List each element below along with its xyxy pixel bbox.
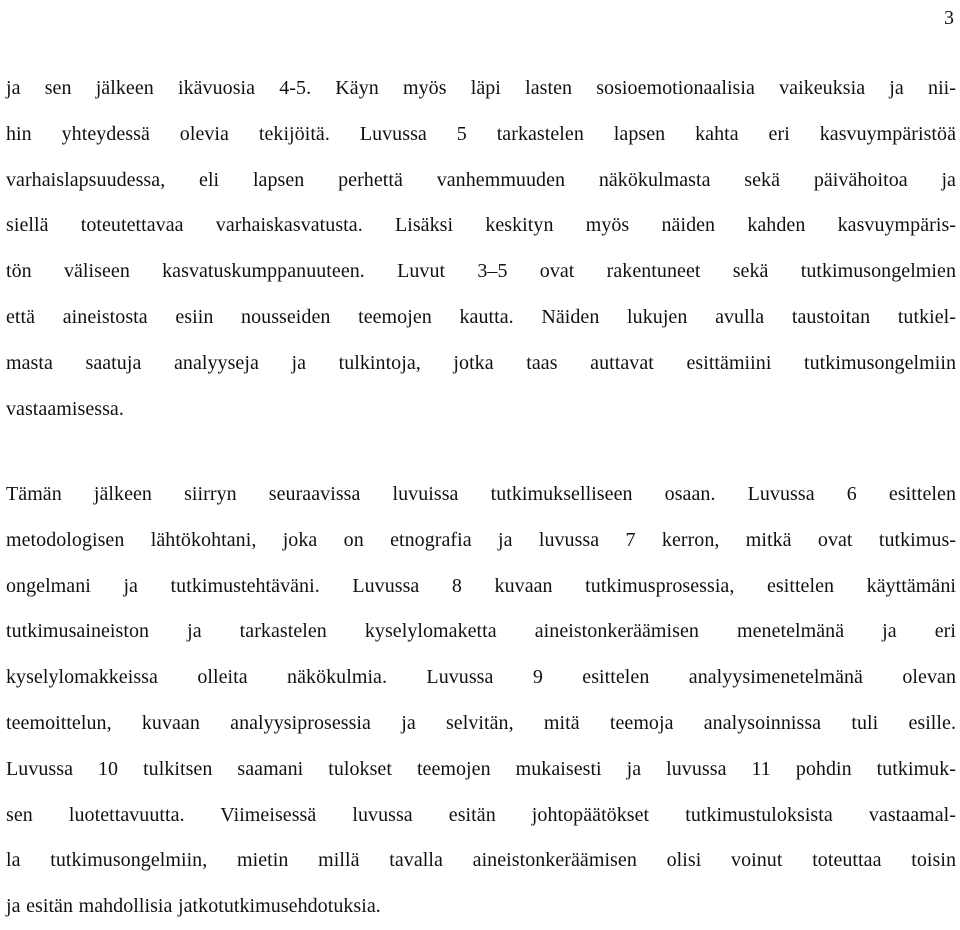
text-line: että aineistosta esiin nousseiden teemojen kautta. Näiden lukujen avulla taustoitan tutkiel- <box>6 305 956 328</box>
text-line: siellä toteutettavaa varhaiskasvatusta. Lisäksi keskityn myös näiden kahden kasvuympäris- <box>6 214 956 237</box>
text-line: kyselylomakkeissa olleita näkökulmia. Luvussa 9 esittelen analyysimenetelmänä olevan <box>6 666 956 689</box>
text-line: vastaamisessa. <box>6 397 124 420</box>
text-line: masta saatuja analyyseja ja tulkintoja, jotka taas auttavat esittämiini tutkimusongelmiin <box>6 351 956 374</box>
text-line: Luvussa 10 tulkitsen saamani tulokset teemojen mukaisesti ja luvussa 11 pohdin tutkimuk- <box>6 757 956 780</box>
text-line: tutkimusaineiston ja tarkastelen kyselylomaketta aineistonkeräämisen menetelmänä ja eri <box>6 620 956 643</box>
text-line: sen luotettavuutta. Viimeisessä luvussa esitän johtopäätökset tutkimustuloksista vastaamal- <box>6 803 956 826</box>
text-line: hin yhteydessä olevia tekijöitä. Luvussa 5 tarkastelen lapsen kahta eri kasvuympäristöä <box>6 122 956 145</box>
text-line: metodologisen lähtökohtani, joka on etnografia ja luvussa 7 kerron, mitkä ovat tutkimus- <box>6 528 956 551</box>
paragraph-chapter-overview <box>6 66 956 432</box>
text-line: Tämän jälkeen siirryn seuraavissa luvuissa tutkimukselliseen osaan. Luvussa 6 esittelen <box>6 483 956 505</box>
text-line: ongelmani ja tutkimustehtäväni. Luvussa 8 kuvaan tutkimusprosessia, esittelen käyttämäni <box>6 574 956 597</box>
text-line: varhaislapsuudessa, eli lapsen perhettä vanhemmuuden näkökulmasta sekä päivähoitoa ja <box>6 168 956 191</box>
text-line: ja esitän mahdollisia jatkotutkimusehdotuksia. <box>6 895 381 918</box>
text-line: teemoittelun, kuvaan analyysiprosessia ja selvitän, mitä teemoja analysoinnissa tuli esille. <box>6 711 956 734</box>
text-line: ja sen jälkeen ikävuosia 4-5. Käyn myös läpi lasten sosioemotionaalisia vaikeuksia ja nii- <box>6 77 956 99</box>
page-number: 3 <box>944 7 954 29</box>
text-line: la tutkimusongelmiin, mietin millä tavalla aineistonkeräämisen olisi voinut toteuttaa toisin <box>6 849 956 872</box>
text-line: tön väliseen kasvatuskumppanuuteen. Luvut 3–5 ovat rakentuneet sekä tutkimusongelmien <box>6 260 956 283</box>
paragraph-research-section <box>6 472 956 930</box>
